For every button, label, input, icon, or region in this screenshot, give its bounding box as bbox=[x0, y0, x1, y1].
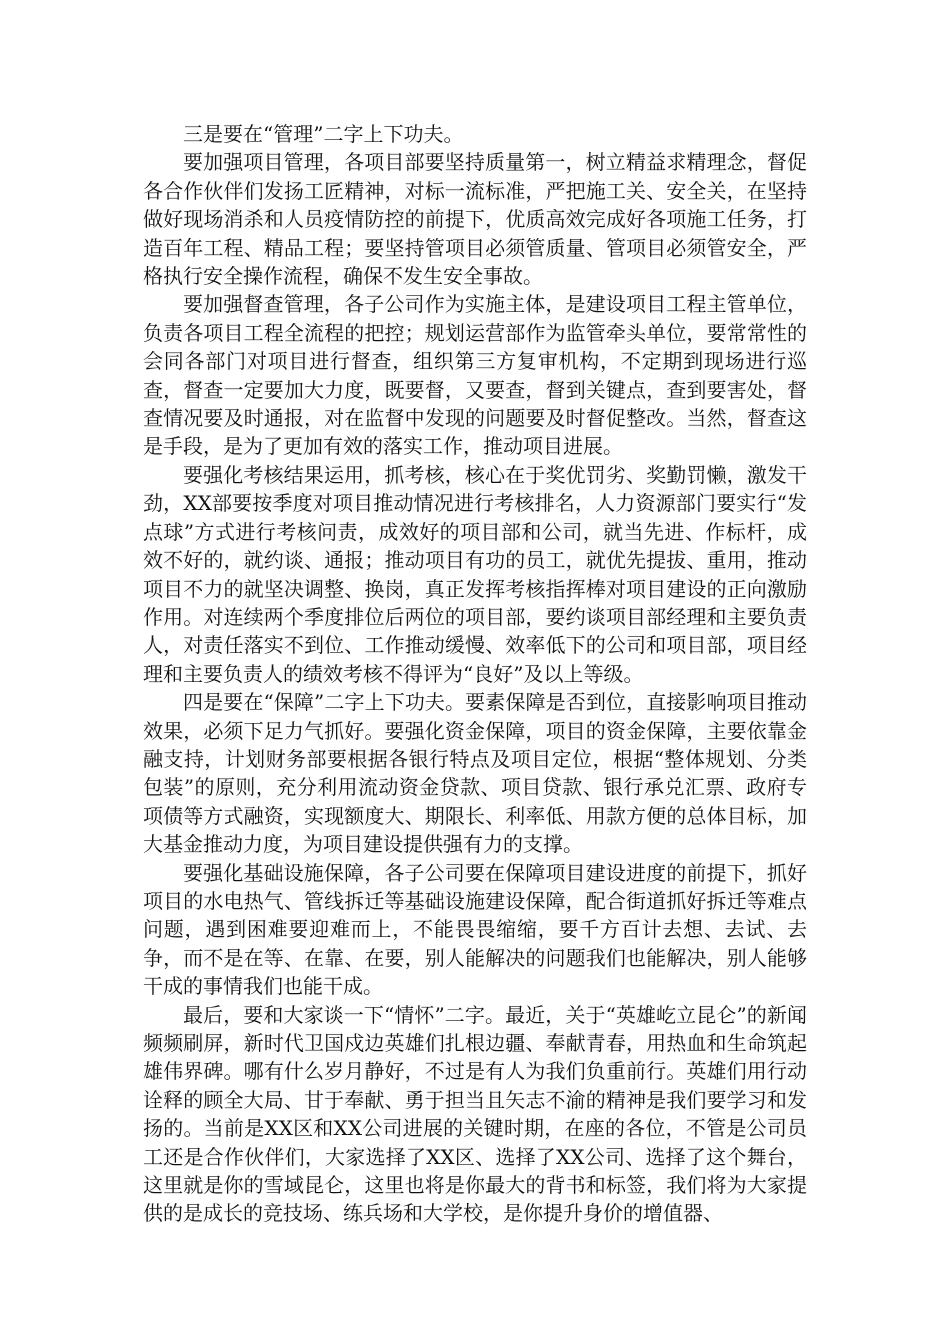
paragraph-section-four-guarantee: 四是要在“保障”二字上下功夫。要素保障是否到位，直接影响项目推动效果，必须下足力气抓好。要强化资金保障，项目的资金保障，主要依靠金融支持，计划财务部要根据各银行特点及项目定位，根据“整体规划、分类包装”的原则，充分利用流动资金贷款、项目贷款、银行承兑汇票、政府专项债等方式融资，实现额度大、期限长、利率低、用款方便的总体目标，加大基金推动力度，为项目建设提供强有力的支撑。 bbox=[143, 690, 807, 857]
paragraph-supervision-management: 要加强督查管理，各子公司作为实施主体，是建设项目工程主管单位，负责各项目工程全流程的把控；规划运营部作为监管牵头单位，要常常性的会同各部门对项目进行督查，组织第三方复审机构，不定期到现场进行巡查，督查一定要加大力度，既要督，又要查，督到关键点，查到要害处，督查情况要及时通报，对在监督中发现的问题要及时督促整改。当然，督查这是手段，是为了更加有效的落实工作，推动项目进展。 bbox=[143, 292, 807, 459]
document-page bbox=[143, 120, 807, 1228]
paragraph-section-three-heading: 三是要在“管理”二字上下功夫。 bbox=[183, 122, 464, 146]
paragraph-project-management: 要加强项目管理，各项目部要坚持质量第一，树立精益求精理念，督促各合作伙伴们发扬工匠精神，对标一流标准，严把施工关、安全关，在坚持做好现场消杀和人员疫情防控的前提下，优质高效完成好各项施工任务，打造百年工程、精品工程；要坚持管项目必须管质量、管项目必须管安全，严格执行安全操作流程，确保不发生安全事故。 bbox=[143, 150, 807, 289]
paragraph-infrastructure-guarantee: 要强化基础设施保障，各子公司要在保障项目建设进度的前提下，抓好项目的水电热气、管线拆迁等基础设施建设保障，配合街道抓好拆迁等难点问题，遇到困难要迎难而上，不能畏畏缩缩，要千方百计去想、去试、去争，而不是在等、在靠、在要，别人能解决的问题我们也能解决，别人能够干成的事情我们也能干成。 bbox=[143, 860, 807, 999]
paragraph-closing-sentiment: 最后，要和大家谈一下“情怀”二字。最近，关于“英雄屹立昆仑”的新闻频频刷屏，新时代卫国戍边英雄们扎根边疆、奉献青春，用热血和生命筑起雄伟界碑。哪有什么岁月静好，不过是有人为我们负重前行。英雄们用行动诠释的顾全大局、甘于奉献、勇于担当且矢志不渝的精神是我们要学习和发扬的。当前是XX区和XX公司进展的关键时期，在座的各位，不管是公司员工还是合作伙伴们，大家选择了XX区、选择了XX公司、选择了这个舞台，这里就是你的雪域昆仑，这里也将是你最大的背书和标签，我们将为大家提供的是成长的竞技场、练兵场和大学校，是你提升身价的增值器、 bbox=[143, 1002, 807, 1226]
paragraph-assessment-results: 要强化考核结果运用，抓考核，核心在于奖优罚劣、奖勤罚懒，激发干劲，XX部要按季度对项目推动情况进行考核排名，人力资源部门要实行“发点球”方式进行考核问责，成效好的项目部和公司，就当先进、作标杆，成效不好的，就约谈、通报；推动项目有功的员工，就优先提拔、重用，推动项目不力的就坚决调整、换岗，真正发挥考核指挥棒对项目建设的正向激励作用。对连续两个季度排位后两位的项目部，要约谈项目部经理和主要负责人，对责任落实不到位、工作推动缓慢、效率低下的公司和项目部，项目经理和主要负责人的绩效考核不得评为“良好”及以上等级。 bbox=[143, 462, 807, 686]
